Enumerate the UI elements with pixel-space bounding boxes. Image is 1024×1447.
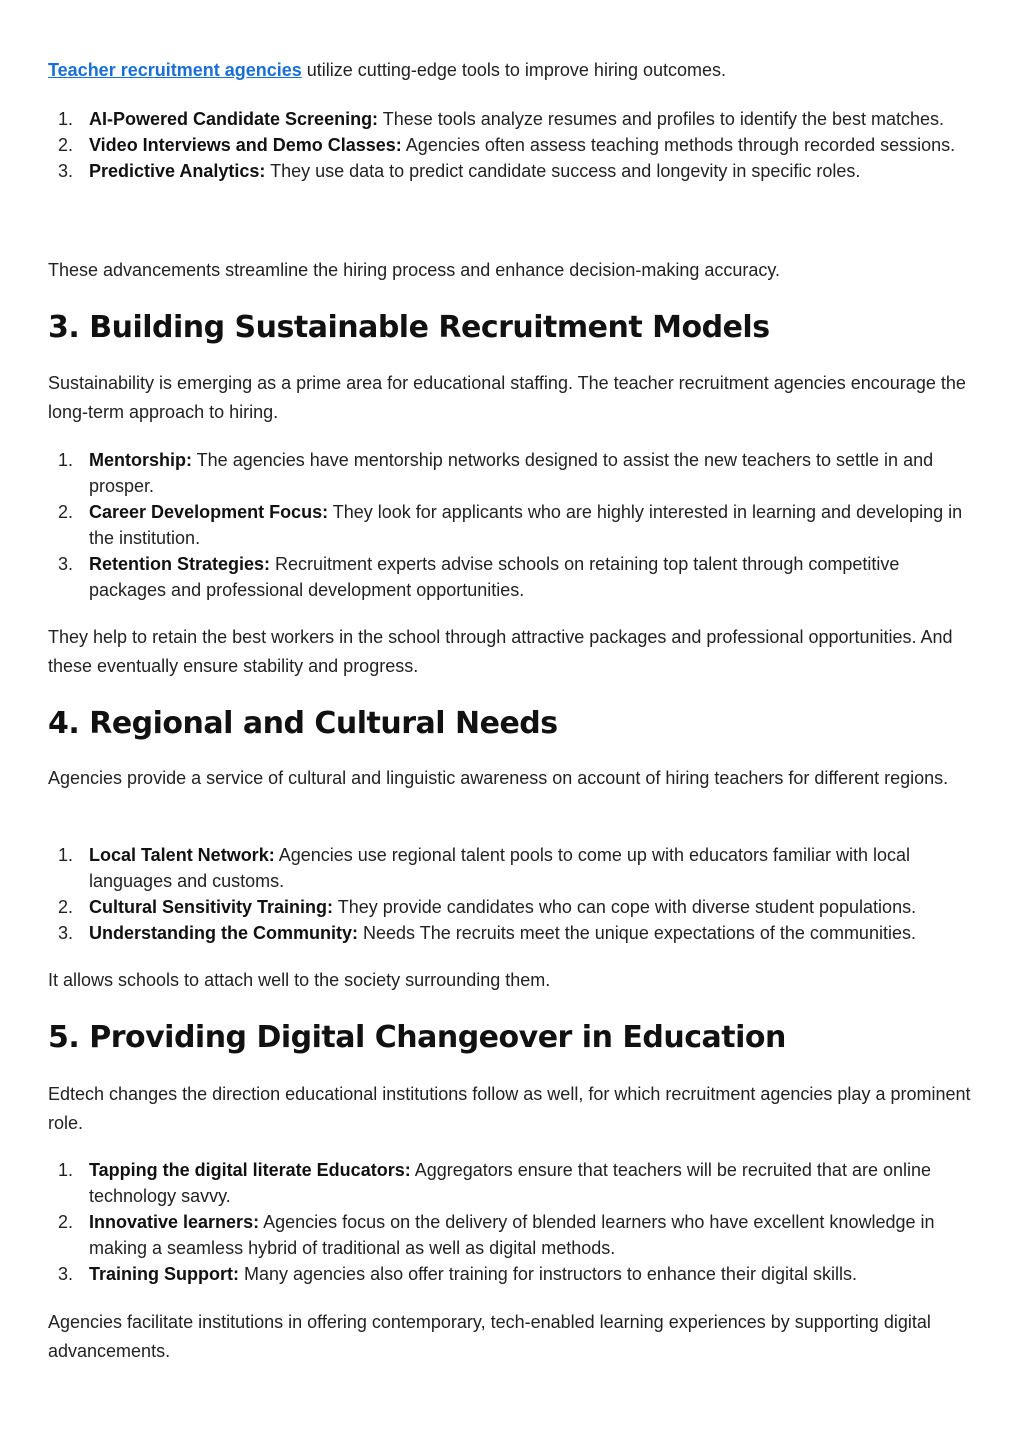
section-3-intro: Sustainability is emerging as a prime area for educational staffing. The teacher recruitment agencies encourage the long-term approach to hiring. (48, 373, 966, 422)
intro-paragraph (48, 56, 978, 85)
section-5-outro: Agencies facilitate institutions in offering contemporary, tech-enabled learning experiences by supporting digital advancements. (48, 1312, 931, 1361)
list-item-term: Predictive Analytics: (89, 161, 266, 181)
section-3-list (48, 447, 978, 603)
intro-text: utilize cutting-edge tools to improve hiring outcomes. (301, 60, 726, 80)
list-item-term: Understanding the Community: (89, 923, 358, 943)
section-4-outro: It allows schools to attach well to the society surrounding them. (48, 970, 551, 990)
list-number: 1. (58, 1160, 74, 1180)
list-item-desc: Aggregators ensure that teachers will be recruited that are online technology savvy. (89, 1160, 932, 1206)
list-item (48, 1157, 978, 1209)
list-number: 3. (58, 554, 74, 574)
list-number: 2. (58, 1212, 74, 1232)
list-number: 3. (58, 1264, 74, 1284)
section-3-outro: They help to retain the best workers in the school through attractive packages and professional opportunities. And these eventually ensure stability and progress. (48, 627, 953, 676)
section-4-heading: 4. Regional and Cultural Needs (48, 706, 558, 741)
list-item-desc: Many agencies also offer training for instructors to enhance their digital skills. (239, 1264, 857, 1284)
list-item-desc: Agencies focus on the delivery of blended learners who have excellent knowledge in making a seamless hybrid of traditional as well as digital methods. (89, 1212, 935, 1258)
list-number: 1. (58, 109, 74, 129)
section-5-heading: 5. Providing Digital Changeover in Education (48, 1020, 786, 1055)
list-item (48, 1209, 978, 1261)
list-item (48, 106, 978, 132)
list-item (48, 894, 978, 920)
list-item-term: Training Support: (89, 1264, 239, 1284)
list-item (48, 132, 978, 158)
list-number: 2. (58, 135, 74, 155)
list-item (48, 1261, 978, 1287)
list-item (48, 447, 978, 499)
list-number: 3. (58, 923, 74, 943)
list-item-desc: They look for applicants who are highly interested in learning and developing in the institution. (89, 502, 963, 548)
tools-list (48, 106, 978, 184)
list-item (48, 499, 978, 551)
list-number: 3. (58, 161, 74, 181)
list-item-term: Video Interviews and Demo Classes: (89, 135, 402, 155)
list-item (48, 920, 978, 946)
list-number: 2. (58, 897, 74, 917)
list-item-desc: They provide candidates who can cope with diverse student populations. (333, 897, 917, 917)
list-item-desc: Needs The recruits meet the unique expectations of the communities. (358, 923, 916, 943)
teacher-recruitment-agencies-link[interactable]: Teacher recruitment agencies (48, 60, 302, 80)
list-item-desc: They use data to predict candidate success and longevity in specific roles. (265, 161, 861, 181)
list-number: 1. (58, 845, 74, 865)
list-number: 1. (58, 450, 74, 470)
section-5-intro: Edtech changes the direction educational institutions follow as well, for which recruitment agencies play a prominent role. (48, 1084, 971, 1133)
list-item-term: Innovative learners: (89, 1212, 260, 1232)
list-item-desc: These tools analyze resumes and profiles to identify the best matches. (378, 109, 945, 129)
list-item-term: Retention Strategies: (89, 554, 271, 574)
list-item-desc: Recruitment experts advise schools on retaining top talent through competitive packages and professional development opportunities. (89, 554, 900, 600)
section-3-heading: 3. Building Sustainable Recruitment Models (48, 310, 770, 345)
section-4-intro: Agencies provide a service of cultural and linguistic awareness on account of hiring teachers for different regions. (48, 768, 949, 788)
advancements-paragraph: These advancements streamline the hiring process and enhance decision-making accuracy. (48, 260, 781, 280)
list-item-term: AI-Powered Candidate Screening: (89, 109, 379, 129)
list-item-desc: The agencies have mentorship networks designed to assist the new teachers to settle in and prosper. (89, 450, 934, 496)
list-item-term: Career Development Focus: (89, 502, 329, 522)
list-item-term: Cultural Sensitivity Training: (89, 897, 334, 917)
list-item-desc: Agencies use regional talent pools to come up with educators familiar with local languages and customs. (89, 845, 911, 891)
list-item-term: Tapping the digital literate Educators: (89, 1160, 411, 1180)
section-4-list (48, 842, 978, 946)
list-item (48, 551, 978, 603)
list-number: 2. (58, 502, 74, 522)
list-item (48, 158, 978, 184)
list-item-term: Local Talent Network: (89, 845, 275, 865)
list-item-term: Mentorship: (89, 450, 192, 470)
section-5-list (48, 1157, 978, 1287)
list-item (48, 842, 978, 894)
list-item-desc: Agencies often assess teaching methods through recorded sessions. (401, 135, 956, 155)
